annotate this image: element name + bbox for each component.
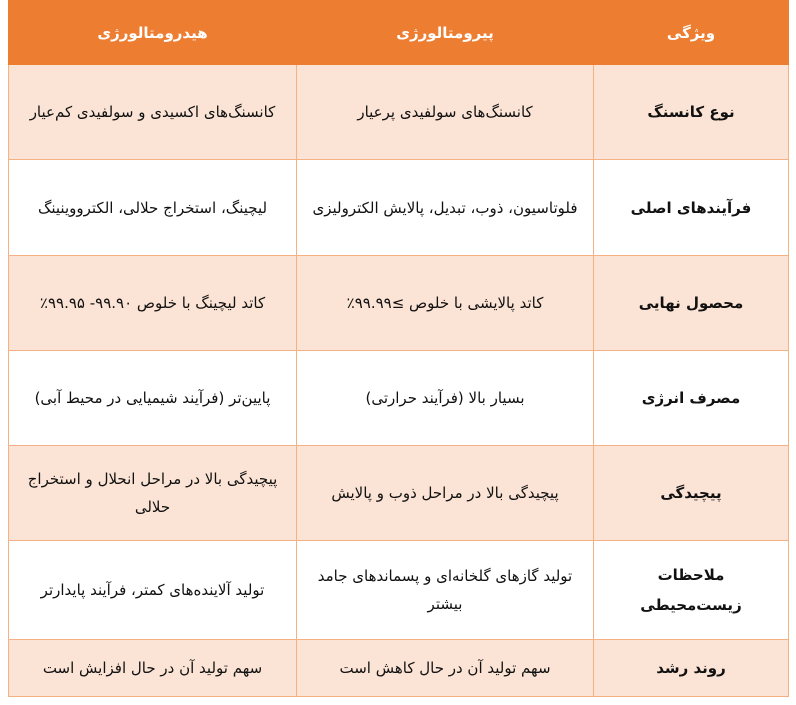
pyro-cell: کانسنگ‌های سولفیدی پرعیار — [297, 65, 594, 160]
comparison-table — [8, 0, 789, 697]
pyro-cell: سهم تولید آن در حال کاهش است — [297, 640, 594, 697]
pyro-cell: بسیار بالا (فرآیند حرارتی) — [297, 351, 594, 446]
hydro-cell: لیچینگ، استخراج حلالی، الکترووینینگ — [9, 160, 297, 256]
header-feature: ویژگی — [594, 1, 789, 65]
feature-cell: ملاحظات زیست‌محیطی — [594, 541, 789, 640]
hydro-cell: پایین‌تر (فرآیند شیمیایی در محیط آبی) — [9, 351, 297, 446]
hydro-cell: پیچیدگی بالا در مراحل انحلال و استخراج حلالی — [9, 446, 297, 541]
table-row — [9, 446, 789, 541]
table-row — [9, 541, 789, 640]
table-row — [9, 640, 789, 697]
feature-cell: محصول نهایی — [594, 256, 789, 351]
pyro-cell: فلوتاسیون، ذوب، تبدیل، پالایش الکترولیزی — [297, 160, 594, 256]
hydro-cell: سهم تولید آن در حال افزایش است — [9, 640, 297, 697]
header-hydrometallurgy: هیدرومتالورژی — [9, 1, 297, 65]
table-row — [9, 256, 789, 351]
feature-cell: روند رشد — [594, 640, 789, 697]
header-row — [9, 1, 789, 65]
hydro-cell: تولید آلاینده‌های کمتر، فرآیند پایدارتر — [9, 541, 297, 640]
table-row — [9, 160, 789, 256]
feature-cell: مصرف انرژی — [594, 351, 789, 446]
feature-cell: نوع کانسنگ — [594, 65, 789, 160]
hydro-cell: کاتد لیچینگ با خلوص ۹۹.۹۰- ۹۹.۹۵٪ — [9, 256, 297, 351]
feature-cell: پیچیدگی — [594, 446, 789, 541]
comparison-table-container — [8, 0, 788, 697]
header-pyrometallurgy: پیرومتالورژی — [297, 1, 594, 65]
hydro-cell: کانسنگ‌های اکسیدی و سولفیدی کم‌عیار — [9, 65, 297, 160]
feature-cell: فرآیندهای اصلی — [594, 160, 789, 256]
pyro-cell: کاتد پالایشی با خلوص ≥۹۹.۹۹٪ — [297, 256, 594, 351]
table-row — [9, 65, 789, 160]
pyro-cell: تولید گازهای گلخانه‌ای و پسماندهای جامد بیشتر — [297, 541, 594, 640]
pyro-cell: پیچیدگی بالا در مراحل ذوب و پالایش — [297, 446, 594, 541]
table-row — [9, 351, 789, 446]
